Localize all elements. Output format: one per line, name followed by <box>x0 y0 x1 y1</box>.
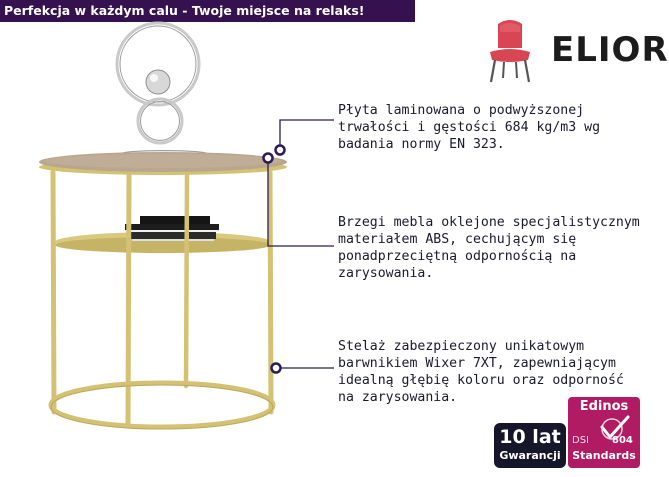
books <box>125 216 219 241</box>
feature-abs-edges: Brzegi mebla oklejone specjalistycznym materiałem ABS, cechującym się ponadprzeciętną odpornością na zarysowania. <box>338 215 640 281</box>
callout-markers <box>264 146 285 373</box>
tagline-banner: Perfekcja w każdym calu - Twoje miejsce na relaks! <box>0 0 415 22</box>
feature-laminate: Płyta laminowana o podwyższonej trwałości i gęstości 684 kg/m3 wg badania normy EN 323. <box>338 103 601 152</box>
callout-lines <box>268 120 334 368</box>
warranty-badge <box>494 423 566 468</box>
base-ring <box>51 383 273 429</box>
frame-legs <box>53 172 271 424</box>
brand-name: ELIOR <box>551 30 669 70</box>
warranty-years: 10 lat <box>499 426 561 448</box>
tabletop <box>39 152 287 175</box>
feature-frame-coating: Stelaż zabezpieczony unikatowym barwnikiem Wixer 7XT, zapewniającym idealną głębię koloru oraz odporność na zarysowania. <box>338 339 624 405</box>
edinos-title: Edinos <box>579 399 629 414</box>
warranty-label: Gwarancji <box>499 449 561 462</box>
edinos-code-prefix: DSI <box>572 435 589 446</box>
edinos-standards-label: Standards <box>572 449 636 462</box>
decorative-sculpture <box>117 23 208 158</box>
edinos-badge <box>568 397 640 468</box>
edinos-code-number: 804 <box>612 435 633 446</box>
